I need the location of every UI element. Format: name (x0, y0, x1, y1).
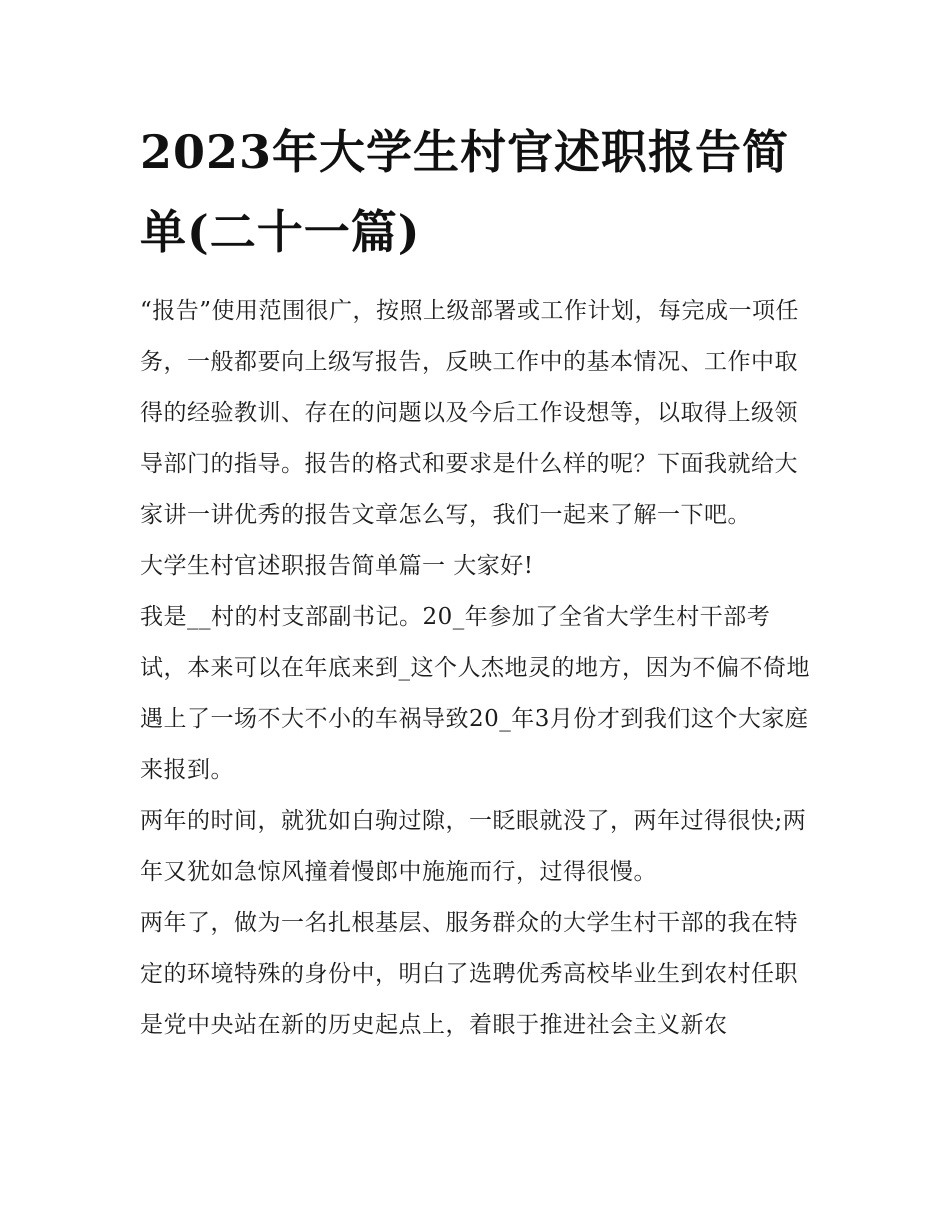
body-paragraph: 两年了，做为一名扎根基层、服务群众的大学生村干部的我在特定的环境特殊的身份中，明白了选聘优秀高校毕业生到农村任职是党中央站在新的历史起点上，着眼于推进社会主义新农 (140, 910, 798, 1038)
intro-paragraph: “报告”使用范围很广，按照上级部署或工作计划，每完成一项任务，一般都要向上级写报告，反映工作中的基本情况、工作中取得的经验教训、存在的问题以及今后工作设想等，以取得上级领导部门的指导。报告的格式和要求是什么样的呢？下面我就给大家讲一讲优秀的报告文章怎么写，我们一起来了解一下吧。 (140, 298, 800, 528)
document-title: 2023年大学生村官述职报告简单(二十一篇) (140, 125, 790, 259)
body-paragraph: 我是__村的村支部副书记。20_年参加了全省大学生村干部考试，本来可以在年底来到_这个人杰地灵的地方，因为不偏不倚地遇上了一场不大不小的车祸导致20_年3月份才到我们这个大家庭来报到。 (140, 604, 810, 783)
document-body (140, 112, 812, 1051)
body-paragraph: 两年的时间，就犹如白驹过隙，一眨眼就没了，两年过得很快;两年又犹如急惊风撞着慢郎中施施而行，过得很慢。 (140, 808, 807, 885)
section-heading-paragraph: 大学生村官述职报告简单篇一 大家好! (140, 553, 534, 579)
